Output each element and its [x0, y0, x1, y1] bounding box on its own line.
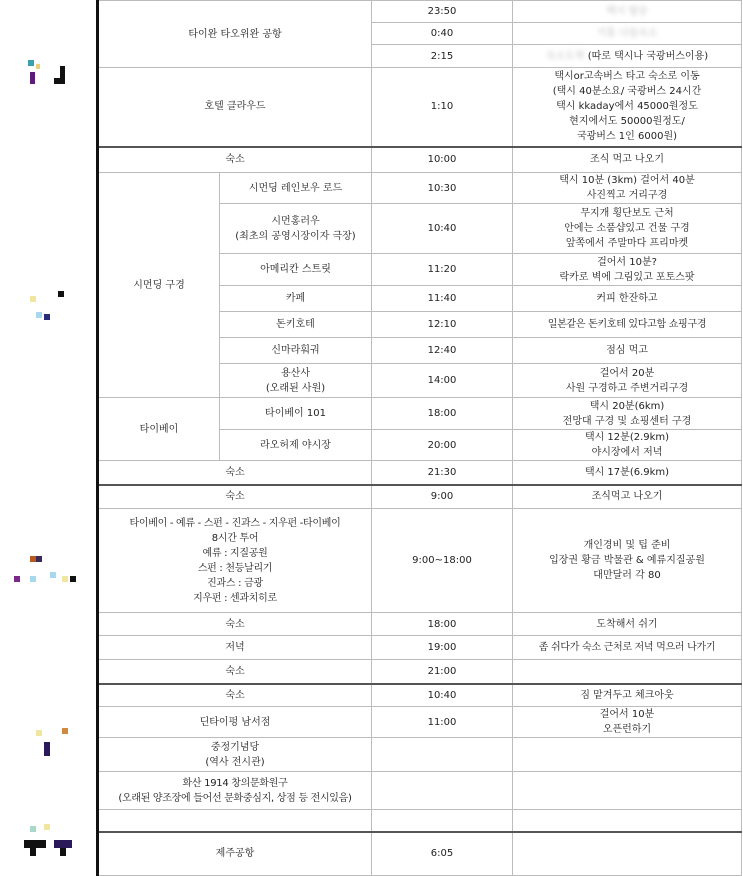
pixel-mark	[54, 78, 61, 84]
pixel-mark	[30, 576, 36, 582]
table-row	[98, 660, 742, 684]
place-cell	[98, 810, 372, 832]
note-cell: 택시 12분(2.9km) 야시장에서 저녁	[513, 430, 742, 461]
note-cell: 택시or고속버스 타고 숙소로 이동 (택시 40분소요/ 국광버스 24시간 택시 kkaday에서 45000원정도 현지에서도 50000원정도/ 국광버스 1인 6000원)	[513, 68, 742, 147]
place-cell: 시먼딩 레인보우 로드	[220, 173, 372, 204]
place-cell: 숙소	[98, 485, 372, 509]
note-cell: 택시 20분(6km) 전망대 구경 및 쇼핑센터 구경	[513, 398, 742, 430]
note-cell: 택시 17분(6.9km)	[513, 461, 742, 485]
place-cell: 라오허제 야시장	[220, 430, 372, 461]
place-cell: 화산 1914 창의문화원구 (오래된 양조장에 들어선 문화중심지, 상점 등 전시있음)	[98, 772, 372, 810]
time-cell: 0:40	[372, 23, 513, 45]
note-cell: 무지개 횡단보도 근처 안에는 소품샵있고 건물 구경 앞쪽에서 주말마다 프리마켓	[513, 204, 742, 254]
place-cell: 용산사 (오래된 사원)	[220, 364, 372, 398]
pixel-mark	[24, 840, 46, 848]
note-cell: 택시 10분 (3km) 걸어서 40분 사진찍고 거리구경	[513, 173, 742, 204]
table-row	[98, 684, 742, 707]
pixel-mark	[44, 742, 50, 756]
pixel-mark	[30, 296, 36, 302]
table-row	[98, 738, 742, 772]
note-cell: 걸어서 10분? 락카로 벽에 그림있고 포토스팟	[513, 254, 742, 286]
pixel-mark	[28, 60, 34, 66]
table-row	[98, 707, 742, 738]
pixel-mark	[36, 64, 40, 69]
note-text: (따로 택시나 국광버스이용)	[587, 50, 709, 62]
time-cell: 23:50	[372, 1, 513, 23]
place-cell: 숙소	[98, 613, 372, 636]
pixel-mark	[36, 730, 42, 736]
pixel-mark	[30, 72, 35, 84]
place-cell: 돈키호테	[220, 312, 372, 338]
table-row	[98, 173, 742, 204]
place-cell: 딘타이펑 남서점	[98, 707, 372, 738]
place-cell: 신마라훠궈	[220, 338, 372, 364]
pixel-mark	[44, 824, 50, 830]
itinerary-sheet	[96, 0, 743, 861]
time-cell: 20:00	[372, 430, 513, 461]
note-cell: 조식먹고 나오기	[513, 485, 742, 509]
place-cell: 타이베이 - 예류 - 스펀 - 진과스 - 지우펀 -타이베이 8시간 투어 예류 : 지질공원 스펀 : 천등날리기 진과스 : 금광 지우펀 : 센과치히로	[98, 509, 372, 613]
place-cell: 저녁	[98, 636, 372, 660]
time-cell: 12:10	[372, 312, 513, 338]
note-cell	[513, 772, 742, 810]
time-cell: 10:40	[372, 684, 513, 707]
table-row	[98, 68, 742, 147]
pixel-mark	[50, 572, 56, 578]
pixel-mark	[14, 576, 20, 582]
pixel-mark	[36, 556, 42, 562]
note-cell	[513, 45, 742, 68]
note-cell: 짐 맡겨두고 체크아웃	[513, 684, 742, 707]
place-cell: 아메리칸 스트릿	[220, 254, 372, 286]
note-cell: 택시 탑승	[513, 1, 742, 23]
place-cell: 숙소	[98, 147, 372, 173]
itinerary-table	[96, 0, 742, 876]
pixel-mark	[30, 848, 36, 856]
time-cell: 6:05	[372, 832, 513, 876]
place-cell: 카페	[220, 286, 372, 312]
time-cell: 9:00~18:00	[372, 509, 513, 613]
place-cell: 숙소	[98, 684, 372, 707]
time-cell: 10:40	[372, 204, 513, 254]
time-cell: 19:00	[372, 636, 513, 660]
time-cell: 14:00	[372, 364, 513, 398]
time-cell: 11:00	[372, 707, 513, 738]
place-cell: 타이완 타오위완 공항	[98, 1, 372, 68]
time-cell	[372, 738, 513, 772]
table-row	[98, 147, 742, 173]
table-row	[98, 1, 742, 23]
pixel-mark	[36, 312, 42, 318]
time-cell: 9:00	[372, 485, 513, 509]
table-row	[98, 509, 742, 613]
time-cell: 11:20	[372, 254, 513, 286]
note-cell: 커피 한잔하고	[513, 286, 742, 312]
place-cell: 호텔 클라우드	[98, 68, 372, 147]
time-cell: 10:00	[372, 147, 513, 173]
note-cell: 일본같은 돈키호테 있다고함 쇼핑구경	[513, 312, 742, 338]
place-cell: 숙소	[98, 461, 372, 485]
note-cell: 기흥 나들숙소	[513, 23, 742, 45]
time-cell: 11:40	[372, 286, 513, 312]
blurred-text: 숙소도착	[545, 50, 585, 62]
note-cell	[513, 810, 742, 832]
time-cell: 12:40	[372, 338, 513, 364]
time-cell: 2:15	[372, 45, 513, 68]
table-row	[98, 398, 742, 430]
note-cell	[513, 738, 742, 772]
place-cell: 시먼홍러우 (최초의 공영시장이자 극장)	[220, 204, 372, 254]
pixel-mark	[54, 840, 72, 848]
note-cell: 점심 먹고	[513, 338, 742, 364]
time-cell: 18:00	[372, 613, 513, 636]
table-row	[98, 636, 742, 660]
pixel-mark	[44, 314, 50, 320]
time-cell: 1:10	[372, 68, 513, 147]
pixel-mark	[70, 576, 76, 582]
time-cell: 21:00	[372, 660, 513, 684]
note-cell: 조식 먹고 나오기	[513, 147, 742, 173]
time-cell: 10:30	[372, 173, 513, 204]
place-cell: 제주공항	[98, 832, 372, 876]
place-cell: 중정기념당 (역사 전시관)	[98, 738, 372, 772]
pixel-mark	[30, 826, 36, 832]
time-cell: 18:00	[372, 398, 513, 430]
pixel-mark	[58, 291, 64, 297]
left-margin	[0, 0, 96, 861]
time-cell: 21:30	[372, 461, 513, 485]
note-cell: 걸어서 20분 사원 구경하고 주변거리구경	[513, 364, 742, 398]
table-row	[98, 810, 742, 832]
note-cell	[513, 660, 742, 684]
note-cell: 걸어서 10분 오픈런하기	[513, 707, 742, 738]
table-row	[98, 613, 742, 636]
time-cell	[372, 772, 513, 810]
pixel-mark	[62, 728, 68, 734]
pixel-mark	[60, 848, 66, 856]
note-cell: 도착해서 쉬기	[513, 613, 742, 636]
pixel-mark	[62, 576, 68, 582]
table-row	[98, 485, 742, 509]
note-cell: 좀 쉬다가 숙소 근처로 저녁 먹으러 나가기	[513, 636, 742, 660]
table-row	[98, 772, 742, 810]
note-cell: 개인경비 및 팁 준비 입장권 황금 박물관 & 예류지질공원 대만달러 각 80	[513, 509, 742, 613]
area-cell: 시먼딩 구경	[98, 173, 220, 398]
table-row	[98, 832, 742, 876]
place-cell: 타이베이 101	[220, 398, 372, 430]
time-cell	[372, 810, 513, 832]
note-cell	[513, 832, 742, 876]
place-cell: 숙소	[98, 660, 372, 684]
area-cell: 타이베이	[98, 398, 220, 461]
table-row	[98, 461, 742, 485]
